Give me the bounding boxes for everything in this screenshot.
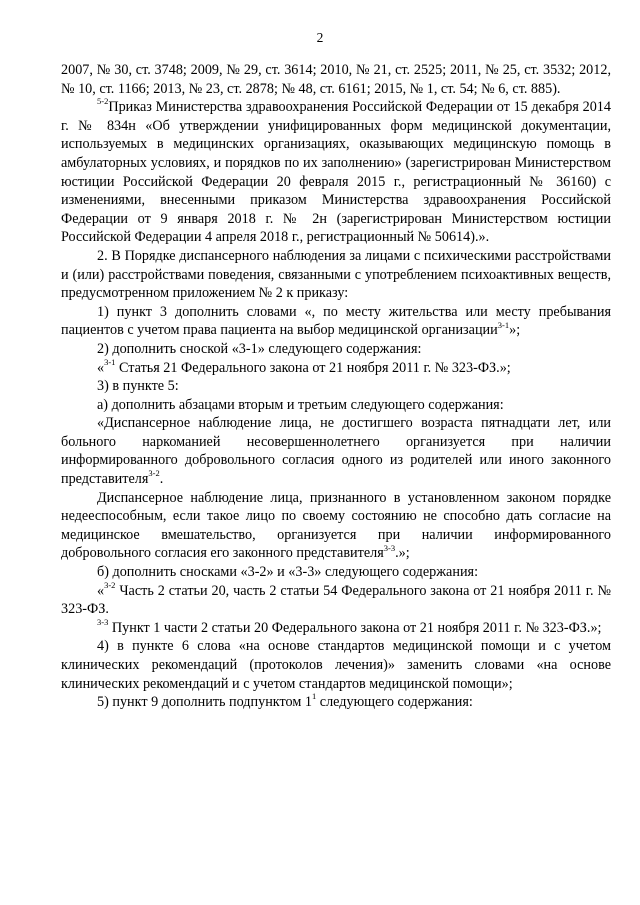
paragraph-subitem-3: 3) в пункте 5: — [97, 378, 179, 395]
paragraph-subitem-5: 5) пункт 9 дополнить подпунктом $1^1$ следующего содержания: — [97, 691, 473, 711]
page-number: 2 — [316, 30, 324, 45]
footnote-marker: 3-1 — [497, 319, 510, 330]
paragraph-subitem-4: 4) в пункте 6 слова «на основе стандартов медицинской помощи и с учетом клинических рекомендаций (протоколов лечения)» заменить словами «на основе клинических рекомендаций и с учетом стандартов медицинской помощи»; — [61, 638, 611, 692]
footnote-marker: 1 — [311, 691, 317, 702]
footnote-marker: 3-2 — [104, 579, 116, 590]
paragraph-subitem-2: 2) дополнить сноской «3-1» следующего содержания: — [97, 340, 422, 357]
document-body — [61, 61, 611, 712]
paragraph-subitem-3a: а) дополнить абзацами вторым и третьим следующего содержания: — [97, 396, 504, 413]
paragraph-citation-continuation: 2007, № 30, ст. 3748; 2009, № 29, ст. 3614; 2010, № 21, ст. 2525; 2011, № 25, ст. 3532; 2012, № 10, ст. 1166; 2013, № 23, ст. 2878; № 48, ст. 6161; 2015, № 1, ст. 54; № 6, ст. 885). — [61, 62, 611, 97]
footnote-marker: 3-2 — [148, 468, 160, 479]
paragraph-footnote-5-2: $^{5-2}$Приказ Министерства здравоохранения Российской Федерации от 15 декабря 2014 г. № 834н «Об утверждении унифицированных форм медицинской документации, используемых в медицинских организациях, оказывающих медицинскую помощь в амбулаторных условиях, и порядков по их заполнению» (зарегистрирован Министерством юстиции Российской Федерации 20 февраля 2015 г., регистрационный № 36160) с изменениями, внесенными приказом Министерства здравоохранения Российской Федерации от 9 января 2018 г. № 2н (зарегистрирован Министерством юстиции Российской Федерации 4 апреля 2018 г., регистрационный № 50614).». — [61, 96, 611, 246]
footnote-marker: 3-1 — [104, 356, 116, 367]
paragraph-footnote-3-2: «$^{3-2}$ Часть 2 статьи 20, часть 2 статьи 54 Федерального закона от 21 ноября 2011 г. № 323-ФЗ. — [61, 579, 611, 618]
paragraph-footnote-3-3: $^{3-3}$ Пункт 1 части 2 статьи 20 Федерального закона от 21 ноября 2011 г. № 323-ФЗ.»; — [97, 617, 602, 636]
paragraph-quote-minor: «Диспансерное наблюдение лица, не достигшего возраста пятнадцати лет, или больного наркоманией несовершеннолетнего организуется при наличии информированного добровольного согласия одного из родителей или иного законного представителя$^{3-2}$. — [61, 415, 611, 488]
paragraph-footnote-3-1: «$^{3-1}$ Статья 21 Федерального закона от 21 ноября 2011 г. № 323-ФЗ.»; — [97, 356, 511, 376]
paragraph-item-2: 2. В Порядке диспансерного наблюдения за лицами с психическими расстройствами и (или) расстройствами поведения, связанными с употреблением психоактивных веществ, предусмотренном приложением № 2 к приказу: — [61, 247, 611, 302]
paragraph-subitem-3b: б) дополнить сносками «3-2» и «3-3» следующего содержания: — [97, 564, 479, 581]
footnote-marker: 3-3 — [97, 617, 109, 628]
footnote-marker: 3-3 — [383, 542, 396, 553]
paragraph-quote-incapable: Диспансерное наблюдение лица, признанного в установленном законом порядке недееспособным, если такое лицо по своему состоянию не способно дать согласие на медицинское вмешательство, организуется при наличии информированного добровольного согласия его законного представителя$^{3-3}$.»; — [61, 489, 611, 562]
paragraph-subitem-1: 1) пункт 3 дополнить словами «, по месту жительства или месту пребывания пациентов с учетом права пациента на выбор медицинской организации$^{3-1}$»; — [61, 303, 611, 339]
footnote-marker: 5-2 — [97, 96, 109, 107]
